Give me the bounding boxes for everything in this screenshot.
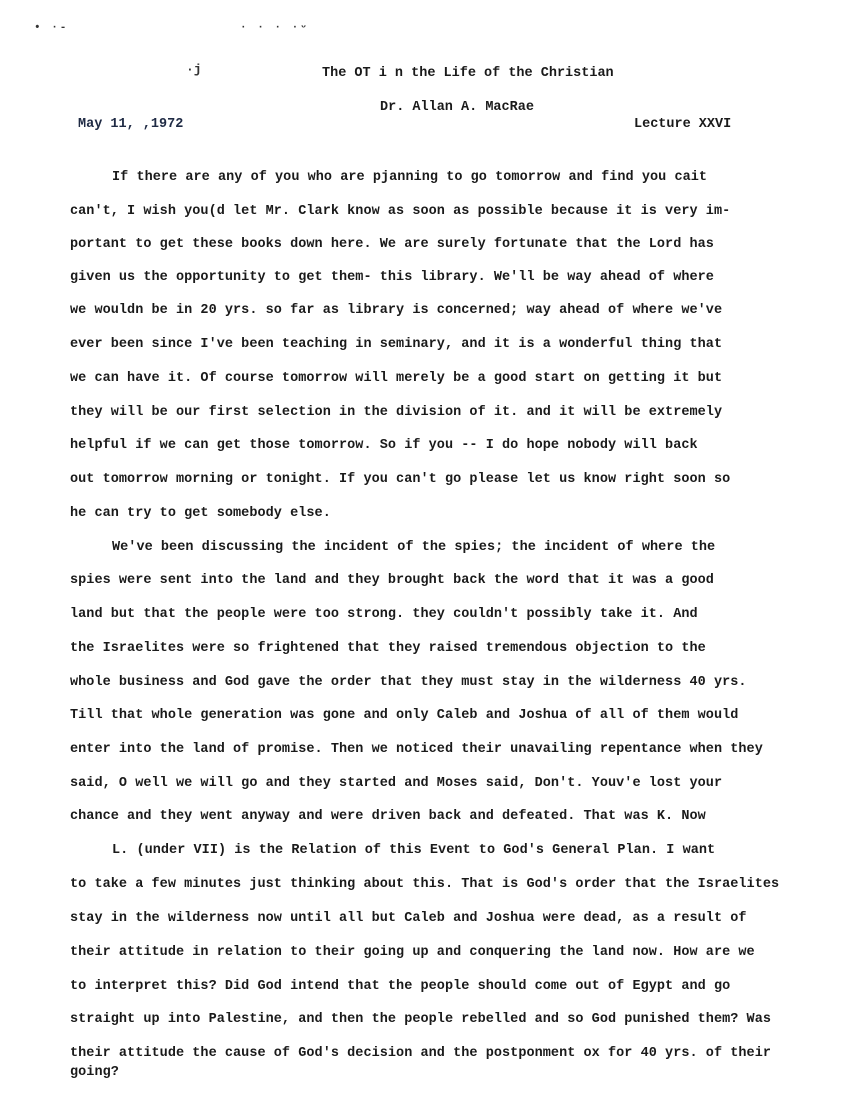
text-line: land but that the people were too strong. they couldn't possibly take it. And <box>70 607 698 622</box>
text-line: whole business and God gave the order that they must stay in the wilderness 40 yrs. <box>70 675 747 690</box>
document-author: Dr. Allan A. MacRae <box>380 100 534 115</box>
document-date: May 11, ,1972 <box>78 117 184 132</box>
text-line: Till that whole generation was gone and only Caleb and Joshua of all of them would <box>70 708 739 723</box>
text-line: can't, I wish you(d let Mr. Clark know as soon as possible because it is very im- <box>70 204 731 219</box>
text-line: stay in the wilderness now until all but Caleb and Joshua were dead, as a result of <box>70 911 747 926</box>
scan-mark-small: ·j <box>186 62 202 77</box>
text-line: spies were sent into the land and they brought back the word that it was a good <box>70 573 714 588</box>
document-title: The OT i n the Life of the Christian <box>322 66 614 81</box>
text-line: we wouldn be in 20 yrs. so far as library is concerned; way ahead of where we've <box>70 303 723 318</box>
lecture-number: Lecture XXVI <box>634 117 732 132</box>
scan-mark-left: • ·- <box>34 22 69 34</box>
text-line: to take a few minutes just thinking about this. That is God's order that the Israelites <box>70 877 780 892</box>
text-line: helpful if we can get those tomorrow. So if you -- I do hope nobody will back <box>70 438 698 453</box>
text-line: to interpret this? Did God intend that the people should come out of Egypt and go <box>70 979 731 994</box>
text-line: L. (under VII) is the Relation of this Event to God's General Plan. I want <box>112 843 716 858</box>
text-line: If there are any of you who are pjanning to go tomorrow and find you cait <box>112 170 708 185</box>
text-line: straight up into Palestine, and then the people rebelled and so God punished them? Was <box>70 1012 772 1027</box>
text-line: their attitude the cause of God's decision and the postponment ox for 40 yrs. of their <box>70 1046 772 1061</box>
text-line: we can have it. Of course tomorrow will merely be a good start on getting it but <box>70 371 723 386</box>
text-line: chance and they went anyway and were driven back and defeated. That was K. Now <box>70 809 706 824</box>
text-line: ever been since I've been teaching in seminary, and it is a wonderful thing that <box>70 337 723 352</box>
text-line: out tomorrow morning or tonight. If you can't go please let us know right soon so <box>70 472 731 487</box>
scan-mark-middle: · · · ·ᵕ <box>240 22 309 34</box>
text-line: he can try to get somebody else. <box>70 506 331 521</box>
text-line: said, O well we will go and they started and Moses said, Don't. Youv'e lost your <box>70 776 723 791</box>
text-line: they will be our first selection in the division of it. and it will be extremely <box>70 405 723 420</box>
text-line: We've been discussing the incident of the spies; the incident of where the <box>112 540 716 555</box>
text-line: enter into the land of promise. Then we noticed their unavailing repentance when they <box>70 742 763 757</box>
text-line: given us the opportunity to get them- this library. We'll be way ahead of where <box>70 270 714 285</box>
text-line: the Israelites were so frightened that they raised tremendous objection to the <box>70 641 706 656</box>
text-line: going? <box>70 1065 119 1080</box>
text-line: portant to get these books down here. We are surely fortunate that the Lord has <box>70 237 714 252</box>
text-line: their attitude in relation to their going up and conquering the land now. How are we <box>70 945 755 960</box>
